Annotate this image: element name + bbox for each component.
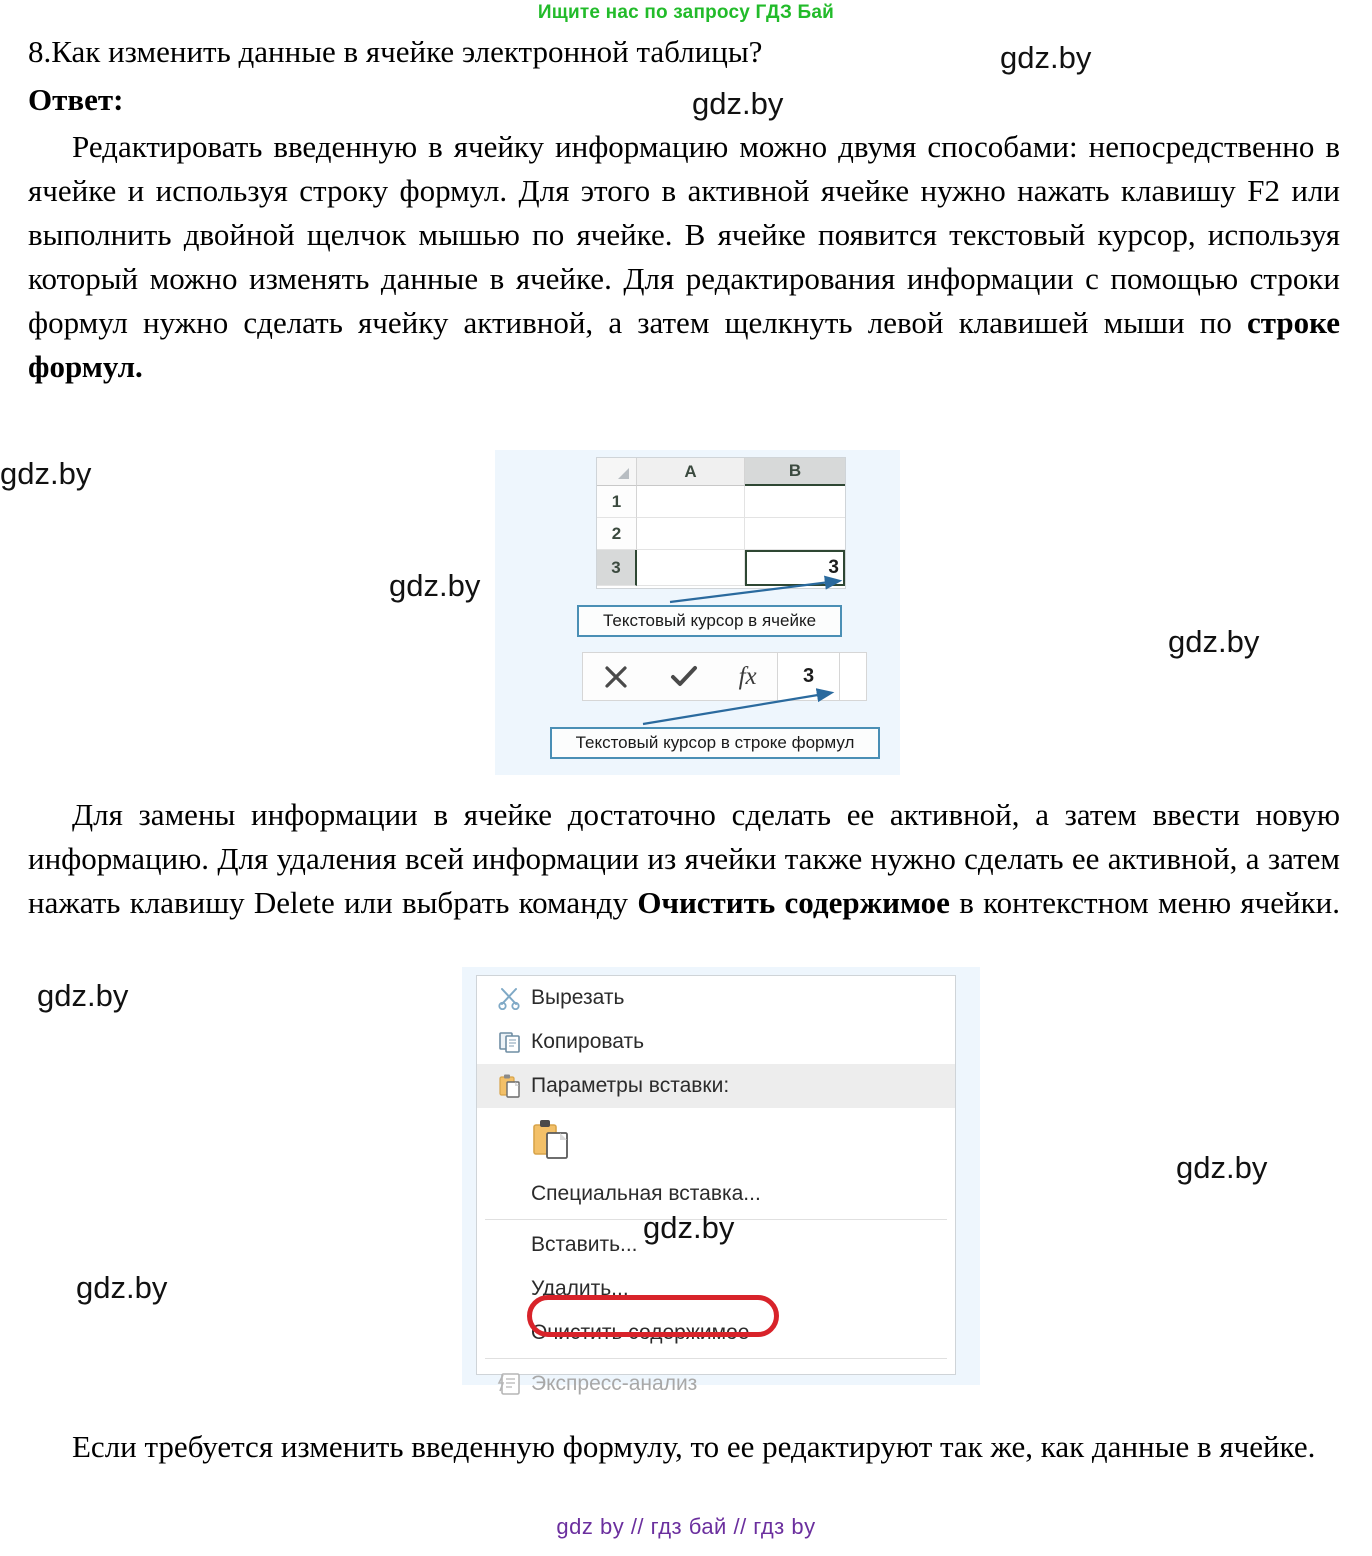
promo-banner: Ищите нас по запросу ГДЗ Бай xyxy=(537,2,835,23)
menu-item-insert-label: Вставить... xyxy=(531,1233,638,1256)
watermark: gdz.by xyxy=(1176,1150,1268,1185)
menu-separator-1 xyxy=(485,1219,947,1220)
question-text: Как изменить данные в ячейке электронной таблицы? xyxy=(51,34,763,69)
paste-options-icon xyxy=(489,1073,531,1099)
sheet-row-1 xyxy=(597,486,845,518)
paragraph-1 xyxy=(28,125,1340,433)
quick-analysis-icon xyxy=(489,1371,531,1397)
formula-bar-value[interactable]: 3 xyxy=(778,652,840,701)
row-header-3[interactable]: 3 xyxy=(597,550,637,586)
menu-item-paste-options-label: Параметры вставки: xyxy=(531,1074,730,1097)
context-menu xyxy=(476,975,956,1395)
footer: gdz by // гдз бай // гдз by xyxy=(556,1514,816,1539)
menu-item-paste-special[interactable] xyxy=(477,1172,955,1216)
paragraph-2-bold: Очистить содержимое xyxy=(637,885,950,921)
sheet-row-3 xyxy=(597,550,845,586)
paste-icon xyxy=(531,1118,573,1162)
paragraph-2 xyxy=(28,793,1340,969)
row-header-1[interactable]: 1 xyxy=(597,486,637,518)
confirm-check-icon[interactable] xyxy=(670,664,698,690)
menu-item-delete-label: Удалить... xyxy=(531,1277,629,1300)
callout-cell-cursor: Текстовый курсор в ячейке xyxy=(577,605,842,637)
watermark: gdz.by xyxy=(0,456,92,491)
figure-context-menu xyxy=(462,967,980,1395)
column-header-a[interactable]: A xyxy=(637,458,745,486)
menu-item-cut[interactable] xyxy=(477,976,955,1020)
formula-bar xyxy=(582,652,867,701)
paragraph-3: Если требуется изменить введенную формулу, то ее редактируют так же, как данные в ячейке. xyxy=(72,1429,1316,1465)
menu-item-clear-contents[interactable] xyxy=(477,1311,955,1355)
watermark: gdz.by xyxy=(1168,624,1260,659)
cell-a1[interactable] xyxy=(637,486,745,518)
watermark: gdz.by xyxy=(37,978,129,1013)
formula-bar-buttons xyxy=(582,652,778,701)
menu-item-cut-label: Вырезать xyxy=(531,986,625,1009)
callout-formula-cursor: Текстовый курсор в строке формул xyxy=(550,727,880,759)
watermark: gdz.by xyxy=(389,568,481,603)
menu-item-paste-special-label: Специальная вставка... xyxy=(531,1182,761,1205)
menu-item-clear-contents-label: Очистить содержимое xyxy=(531,1321,750,1344)
cell-b2[interactable] xyxy=(745,518,845,550)
select-all-corner-icon[interactable] xyxy=(597,458,637,486)
menu-item-quick-analysis[interactable] xyxy=(477,1362,955,1406)
paragraph-2-text: Для замены информации в ячейке достаточно сделать ее активной, а затем ввести новую информацию. Для удаления всей информации из ячейки также нужно сделать ее активной, а затем нажать клавишу Delete или выбрать команду xyxy=(28,797,1340,921)
cell-a2[interactable] xyxy=(637,518,745,550)
formula-bar-input[interactable] xyxy=(840,652,867,701)
copy-icon xyxy=(489,1030,531,1054)
menu-separator-2 xyxy=(485,1358,947,1359)
watermark: gdz.by xyxy=(692,86,784,121)
watermark: gdz.by xyxy=(76,1270,168,1305)
insert-function-icon[interactable]: fx xyxy=(738,662,757,690)
question-line xyxy=(28,34,1340,70)
cell-b1[interactable] xyxy=(745,486,845,518)
figure-cell-cursor xyxy=(495,450,900,775)
scissors-icon xyxy=(489,986,531,1010)
row-header-2[interactable]: 2 xyxy=(597,518,637,550)
menu-item-insert[interactable] xyxy=(477,1223,955,1267)
question-number: 8. xyxy=(28,34,52,69)
menu-item-copy[interactable] xyxy=(477,1020,955,1064)
watermark: gdz.by xyxy=(643,1210,735,1245)
cell-b3-active[interactable]: 3 xyxy=(745,550,845,586)
cancel-icon[interactable] xyxy=(603,664,629,690)
cell-a3[interactable] xyxy=(637,550,745,586)
menu-item-delete[interactable] xyxy=(477,1267,955,1311)
paragraph-1-text: Редактировать введенную в ячейку информацию можно двумя способами: непосредственно в ячейке и используя строку формул. Для этого в активной ячейке нужно нажать клавишу F2 или выполнить двойной щелчок мышью по ячейке. В ячейке появится текстовый курсор, используя который можно изменять данные в ячейке. Для редактирования информации с помощью строки формул нужно сделать ячейку активной, а затем щелкнуть левой клавишей мыши по xyxy=(28,129,1340,341)
menu-item-paste-options[interactable] xyxy=(477,1064,955,1108)
paste-option-keep-formatting[interactable] xyxy=(477,1108,955,1172)
paragraph-1-bold: строке формул. xyxy=(28,305,1340,385)
watermark: gdz.by xyxy=(1000,40,1092,75)
menu-item-copy-label: Копировать xyxy=(531,1030,645,1053)
sheet-row-2 xyxy=(597,518,845,550)
answer-label: Ответ: xyxy=(28,81,124,117)
column-header-row xyxy=(597,458,845,486)
paragraph-2-tail: в контекстном меню ячейки. xyxy=(949,885,1340,921)
column-header-b[interactable]: B xyxy=(745,458,845,486)
menu-item-quick-analysis-label: Экспресс-анализ xyxy=(531,1372,698,1395)
spreadsheet-grid xyxy=(596,457,846,589)
